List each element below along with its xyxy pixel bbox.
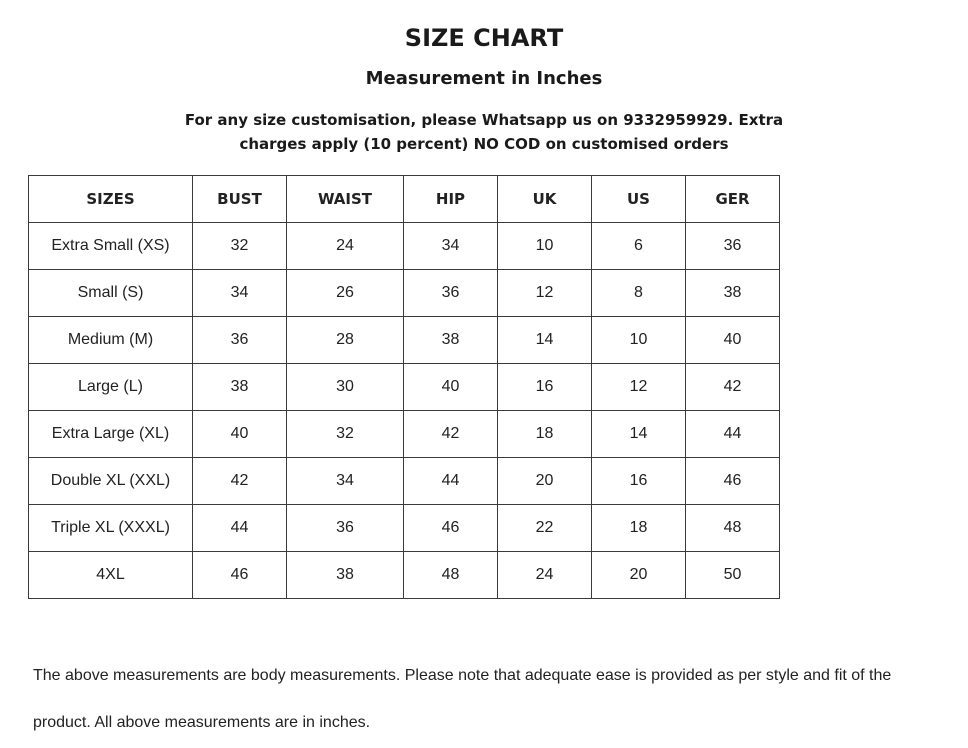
- table-row: [29, 505, 780, 552]
- header-us: US: [592, 176, 686, 223]
- header-waist: WAIST: [287, 176, 404, 223]
- header-sizes: SIZES: [29, 176, 193, 223]
- cell-ger: 48: [686, 505, 780, 552]
- cell-size: 4XL: [29, 552, 193, 599]
- cell-bust: 36: [193, 317, 287, 364]
- cell-waist: 36: [287, 505, 404, 552]
- cell-ger: 40: [686, 317, 780, 364]
- table-row: [29, 552, 780, 599]
- table-row: [29, 317, 780, 364]
- cell-hip: 42: [404, 411, 498, 458]
- cell-ger: 38: [686, 270, 780, 317]
- cell-us: 8: [592, 270, 686, 317]
- cell-waist: 28: [287, 317, 404, 364]
- cell-bust: 38: [193, 364, 287, 411]
- customisation-notice: For any size customisation, please Whatsapp us on 9332959929. Extra charges apply (10 percent) NO COD on customised orders: [184, 111, 784, 153]
- cell-uk: 12: [498, 270, 592, 317]
- cell-hip: 48: [404, 552, 498, 599]
- cell-bust: 32: [193, 223, 287, 270]
- cell-ger: 44: [686, 411, 780, 458]
- cell-hip: 34: [404, 223, 498, 270]
- header-bust: BUST: [193, 176, 287, 223]
- cell-us: 14: [592, 411, 686, 458]
- cell-uk: 16: [498, 364, 592, 411]
- cell-uk: 18: [498, 411, 592, 458]
- table-row: [29, 458, 780, 505]
- cell-uk: 22: [498, 505, 592, 552]
- cell-hip: 38: [404, 317, 498, 364]
- cell-bust: 44: [193, 505, 287, 552]
- cell-waist: 34: [287, 458, 404, 505]
- cell-ger: 36: [686, 223, 780, 270]
- cell-waist: 30: [287, 364, 404, 411]
- cell-size: Double XL (XXL): [29, 458, 193, 505]
- cell-waist: 24: [287, 223, 404, 270]
- cell-waist: 32: [287, 411, 404, 458]
- table-row: [29, 364, 780, 411]
- cell-us: 20: [592, 552, 686, 599]
- cell-hip: 46: [404, 505, 498, 552]
- cell-ger: 42: [686, 364, 780, 411]
- cell-size: Extra Large (XL): [29, 411, 193, 458]
- cell-ger: 46: [686, 458, 780, 505]
- header-hip: HIP: [404, 176, 498, 223]
- cell-us: 6: [592, 223, 686, 270]
- cell-hip: 36: [404, 270, 498, 317]
- table-row: [29, 411, 780, 458]
- page-title: SIZE CHART: [404, 24, 564, 52]
- cell-hip: 40: [404, 364, 498, 411]
- header-ger: GER: [686, 176, 780, 223]
- cell-uk: 24: [498, 552, 592, 599]
- size-chart-table: [28, 175, 780, 599]
- cell-waist: 38: [287, 552, 404, 599]
- cell-waist: 26: [287, 270, 404, 317]
- header-uk: UK: [498, 176, 592, 223]
- cell-uk: 10: [498, 223, 592, 270]
- cell-bust: 42: [193, 458, 287, 505]
- cell-size: Extra Small (XS): [29, 223, 193, 270]
- measurement-footnote: The above measurements are body measurements. Please note that adequate ease is provided as per style and fit of the product. All above measurements are in inches.: [33, 667, 892, 731]
- table-row: [29, 270, 780, 317]
- table-header-row: [29, 176, 780, 223]
- cell-uk: 14: [498, 317, 592, 364]
- table-row: [29, 223, 780, 270]
- cell-size: Medium (M): [29, 317, 193, 364]
- cell-bust: 40: [193, 411, 287, 458]
- page-subtitle: Measurement in Inches: [365, 68, 603, 89]
- cell-us: 12: [592, 364, 686, 411]
- cell-uk: 20: [498, 458, 592, 505]
- cell-bust: 34: [193, 270, 287, 317]
- cell-hip: 44: [404, 458, 498, 505]
- cell-size: Large (L): [29, 364, 193, 411]
- cell-us: 16: [592, 458, 686, 505]
- cell-size: Triple XL (XXXL): [29, 505, 193, 552]
- cell-us: 10: [592, 317, 686, 364]
- cell-size: Small (S): [29, 270, 193, 317]
- cell-ger: 50: [686, 552, 780, 599]
- cell-bust: 46: [193, 552, 287, 599]
- cell-us: 18: [592, 505, 686, 552]
